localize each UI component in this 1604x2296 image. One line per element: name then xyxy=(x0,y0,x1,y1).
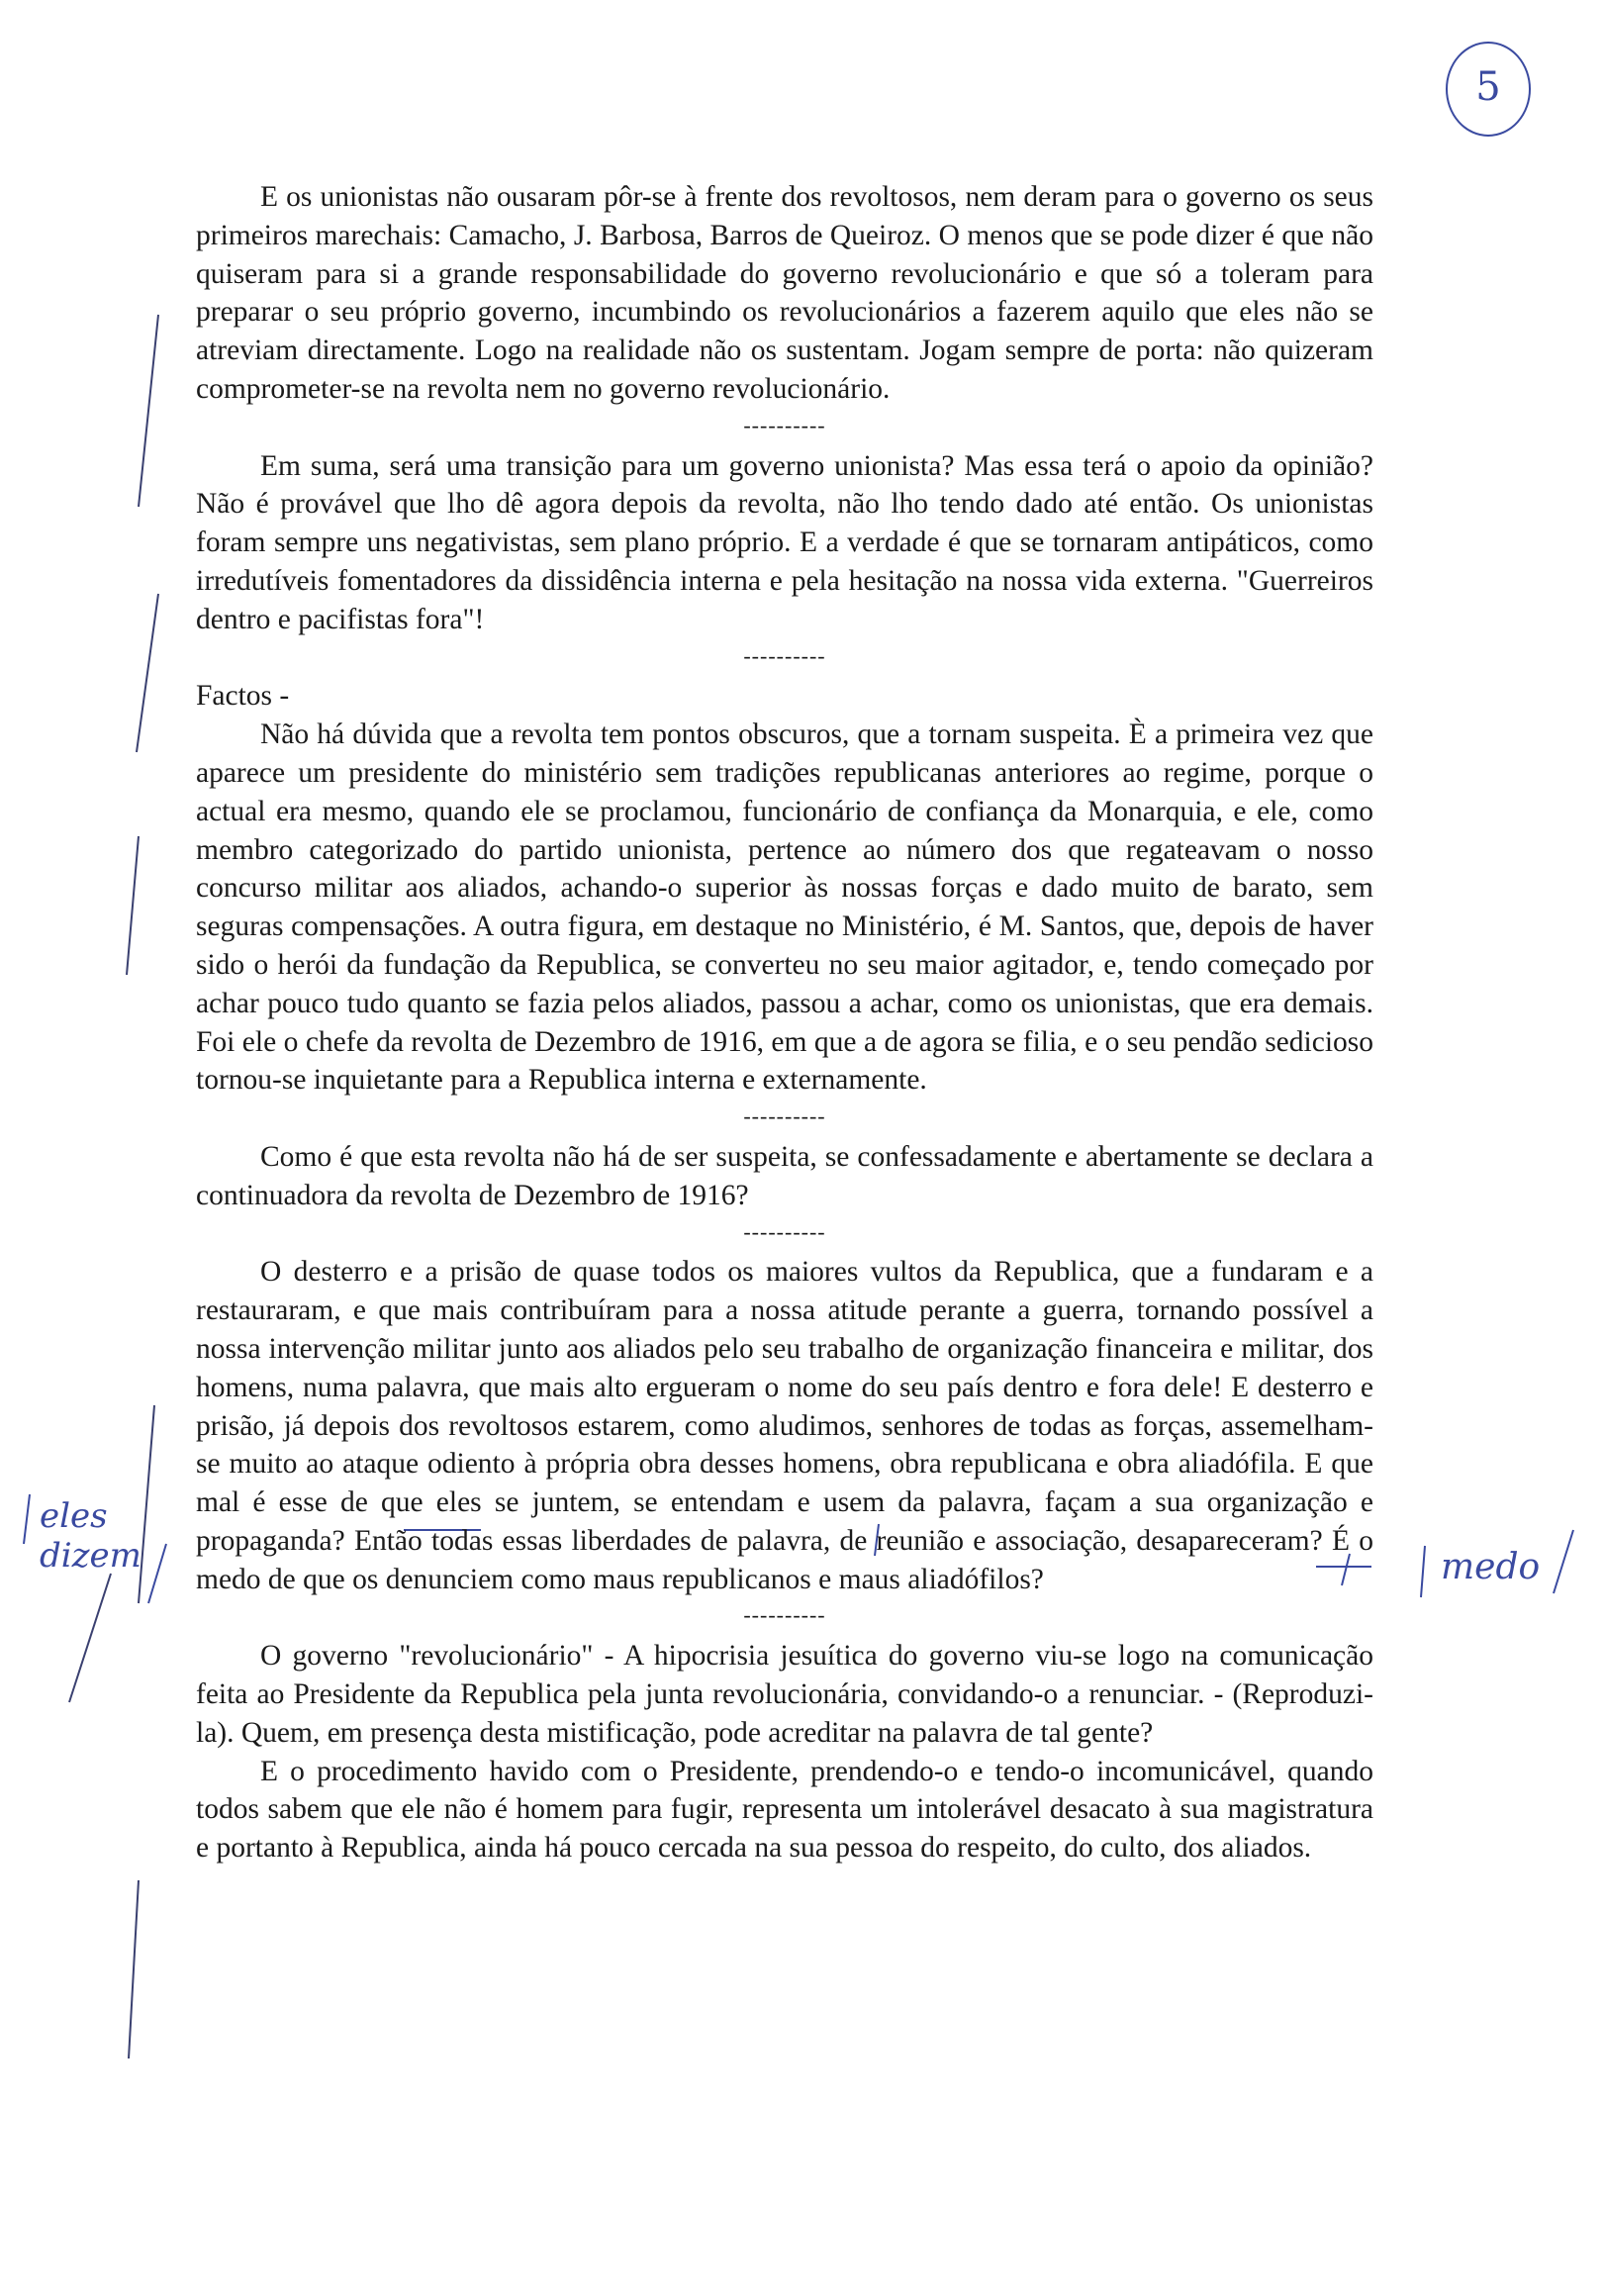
document-body xyxy=(196,178,1373,1867)
paragraph-3: Não há dúvida que a revolta tem pontos obscuros, que a tornam suspeita. È a primeira vez que aparece um presidente do ministério sem tradições republicanas anteriores ao regime, porque o actual era mesmo, quando ele se proclamou, funcionário de confiança da Monarquia, e ele, como membro categorizado do partido unionista, pertence ao número dos que regateavam o nosso concurso militar aos aliados, achando-o superior às nossas forças e dado muito de barato, sem seguras compensações. A outra figura, em destaque no Ministério, é M. Santos, que, depois de haver sido o herói da fundação da Republica, se converteu no seu maior agitador, e, tendo começado por achar pouco tudo quanto se fazia pelos aliados, passou a achar, como os unionistas, que era demais. Foi ele o chefe da revolta de Dezembro de 1916, em que a de agora se filia, e o seu pendão sedicioso tornou-se inquietante para a Republica interna e externamente. xyxy=(196,718,1373,1097)
margin-note-line-1: eles xyxy=(40,1496,108,1536)
margin-line-5 xyxy=(69,1574,111,1702)
paragraph-2: Em suma, será uma transição para um governo unionista? Mas essa terá o apoio da opinião? Não é provável que lho dê agora depois da revolta, não lho tendo dado até então. Os unionistas foram sempre uns negativistas, sem plano próprio. E a verdade é que se tornaram antipáticos, como irredutíveis fomentadores da dissidência interna e pela hesitação na nossa vida externa. "Guerreiros dentro e pacifistas fora"! xyxy=(196,449,1373,635)
paragraph-1: E os unionistas não ousaram pôr-se à frente dos revoltosos, nem deram para o governo os seus primeiros marechais: Camacho, J. Barbosa, Barros de Queiroz. O menos que se pode dizer é que não quiseram para si a grande responsabilidade do governo revolucionário e que só a toleram para preparar o seu próprio governo, incumbindo os revolucionários a fazerem aquilo que eles não se atreviam directamente. Logo na realidade não os sustentam. Jogam sempre de porta: não quizeram comprometer-se na revolta nem no governo revolucionário. xyxy=(196,181,1373,405)
paragraph-6: O governo "revolucionário" - A hipocrisia jesuítica do governo viu-se logo na comunicação feita ao Presidente da Republica pela junta revolucionária, convidando-o a renunciar. - (Reproduzi-la). Quem, em presença desta mistificação, pode acreditar na palavra de tal gente? xyxy=(196,1640,1373,1749)
note-bracket-right-open xyxy=(1421,1546,1425,1597)
paragraph-5: O desterro e a prisão de quase todos os maiores vultos da Republica, que a fundaram e a restauraram, e que mais contribuíram para a nossa atitude perante a guerra, tornando possível a nossa intervenção militar junto aos aliados pelo seu trabalho de organização financeira e militar, dos homens, numa palavra, que mais alto ergueram o nome do seu país dentro e fora dele! E desterro e prisão, já depois dos revoltosos estarem, como aludimos, senhores de todas as forças, assemelham-se muito ao ataque odiento à própria obra desses homens, obra republicana e obra aliadófila. E que mal é esse de que eles se juntem, se entendam e usem da palavra, façam a sua organização e propaganda? Então todas essas liberdades de palavra, de reunião e associação, desapareceram? É o medo de que os denunciem como maus republicanos e maus aliadófilos? xyxy=(196,1256,1373,1595)
margin-line-2 xyxy=(137,594,158,752)
separator: ---------- xyxy=(743,1218,826,1244)
margin-line-1 xyxy=(139,315,158,507)
paragraph-4: Como é que esta revolta não há de ser suspeita, se confessadamente e abertamente se declara a continuadora da revolta de Dezembro de 1916? xyxy=(196,1140,1373,1211)
separator: ---------- xyxy=(743,1602,826,1628)
separator: ---------- xyxy=(743,642,826,668)
margin-line-6 xyxy=(129,1880,139,2058)
note-bracket-right-close xyxy=(1554,1530,1573,1593)
separator: ---------- xyxy=(743,1103,826,1129)
paragraph-7: E o procedimento havido com o Presidente, prendendo-o e tendo-o incomunicável, quando todos sabem que ele não é homem para fugir, representa um intolerável desacato à sua magistratura e portanto à Republica, ainda há pouco cercada na sua pessoa do respeito, do culto, dos aliados. xyxy=(196,1755,1373,1865)
margin-note-eles-dizem xyxy=(40,1496,142,1576)
section-heading-factos: Factos - xyxy=(196,680,290,713)
margin-note-medo: medo xyxy=(1441,1547,1541,1587)
margin-note-line-2: dizem xyxy=(40,1536,142,1576)
margin-line-3 xyxy=(127,836,139,975)
note-bracket-left xyxy=(24,1494,30,1544)
note-bracket-slash xyxy=(148,1544,166,1603)
page-number: 5 xyxy=(1475,64,1501,110)
separator: ---------- xyxy=(743,412,826,437)
